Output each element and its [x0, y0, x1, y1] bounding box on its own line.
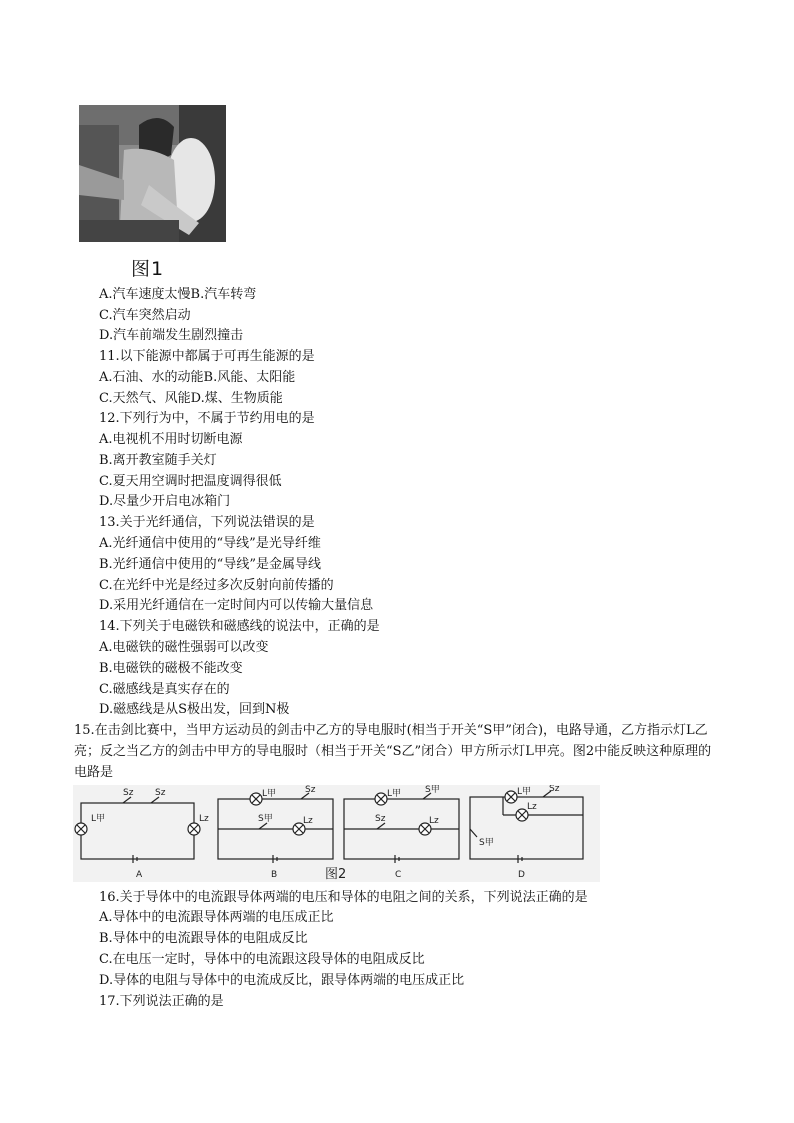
- figure2-circuits: [73, 785, 600, 882]
- lamp-label: L甲: [262, 789, 277, 799]
- text-line: A.汽车速度太慢B.汽车转弯: [99, 287, 257, 302]
- text-line: D.导体的电阻与导体中的电流成反比，跟导体两端的电压成正比: [99, 973, 465, 988]
- text-line: C.天然气、风能D.煤、生物质能: [99, 391, 283, 406]
- switch-label: S甲: [425, 785, 440, 795]
- figure1-caption: 图1: [131, 258, 165, 280]
- text-line: B.离开教室随手关灯: [99, 453, 217, 468]
- lamp-label: Lz: [527, 802, 537, 812]
- text-line: C.磁感线是真实存在的: [99, 682, 230, 697]
- text-line: A.石油、水的动能B.风能、太阳能: [99, 370, 296, 385]
- circuit-a-label: A: [136, 870, 143, 880]
- text-line: C.在电压一定时，导体中的电流跟这段导体的电阻成反比: [99, 952, 425, 967]
- switch-label: S甲: [479, 838, 494, 848]
- circuit-d-label: D: [518, 870, 525, 880]
- text-line: 11.以下能源中都属于可再生能源的是: [99, 349, 315, 364]
- lamp-label: L甲: [91, 814, 106, 824]
- text-line: C.在光纤中光是经过多次反射向前传播的: [99, 578, 334, 593]
- text-line: C.夏天用空调时把温度调得很低: [99, 474, 282, 489]
- figure1-photo: [79, 105, 226, 242]
- text-line: B.导体中的电流跟导体的电阻成反比: [99, 931, 308, 946]
- lamp-label: Lz: [429, 816, 439, 826]
- text-line: A.电磁铁的磁性强弱可以改变: [99, 640, 269, 655]
- text-line: A.光纤通信中使用的“导线”是光导纤维: [99, 536, 321, 551]
- figure2-caption: 图2: [325, 867, 347, 882]
- circuit-c-label: C: [395, 870, 402, 880]
- question-15: 15.在击剑比赛中，当甲方运动员的剑击中乙方的导电服时(相当于开关“S甲”闭合)，电路导通，乙方指示灯L乙亮；反之当乙方的剑击中甲方的导电服时（相当于开关“S乙”闭合）甲方所示灯L甲亮。图2中能反映这种原理的电路是: [74, 723, 712, 780]
- switch-label: Sz: [305, 785, 316, 795]
- text-line: 16.关于导体中的电流跟导体两端的电压和导体的电阻之间的关系，下列说法正确的是: [99, 890, 588, 905]
- switch-label: Sz: [375, 814, 386, 824]
- switch-label: S甲: [258, 814, 273, 824]
- text-line: 14.下列关于电磁铁和磁感线的说法中，正确的是: [99, 619, 380, 634]
- text-line: D.汽车前端发生剧烈撞击: [99, 328, 244, 343]
- text-line: A.电视机不用时切断电源: [99, 432, 243, 447]
- text-line: 13.关于光纤通信，下列说法错误的是: [99, 515, 315, 530]
- lamp-label: L甲: [517, 787, 532, 797]
- text-line: D.磁感线是从S极出发，回到N极: [99, 702, 290, 717]
- text-line: 12.下列行为中，不属于节约用电的是: [99, 411, 315, 426]
- text-line: B.电磁铁的磁极不能改变: [99, 661, 243, 676]
- lamp-label: Lz: [303, 816, 313, 826]
- text-line: 17.下列说法正确的是: [99, 994, 224, 1009]
- switch-label: Sz: [549, 785, 560, 794]
- text-line: D.尽量少开启电冰箱门: [99, 494, 231, 509]
- switch-label: Sz: [123, 788, 134, 798]
- lamp-label: Lz: [199, 814, 209, 824]
- lamp-label: L甲: [387, 789, 402, 799]
- circuit-b-label: B: [271, 870, 278, 880]
- text-line: D.采用光纤通信在一定时间内可以传输大量信息: [99, 598, 374, 613]
- text-line: A.导体中的电流跟导体两端的电压成正比: [99, 910, 334, 925]
- switch-label: Sz: [155, 788, 166, 798]
- text-line: B.光纤通信中使用的“导线”是金属导线: [99, 557, 321, 572]
- text-line: C.汽车突然启动: [99, 308, 191, 323]
